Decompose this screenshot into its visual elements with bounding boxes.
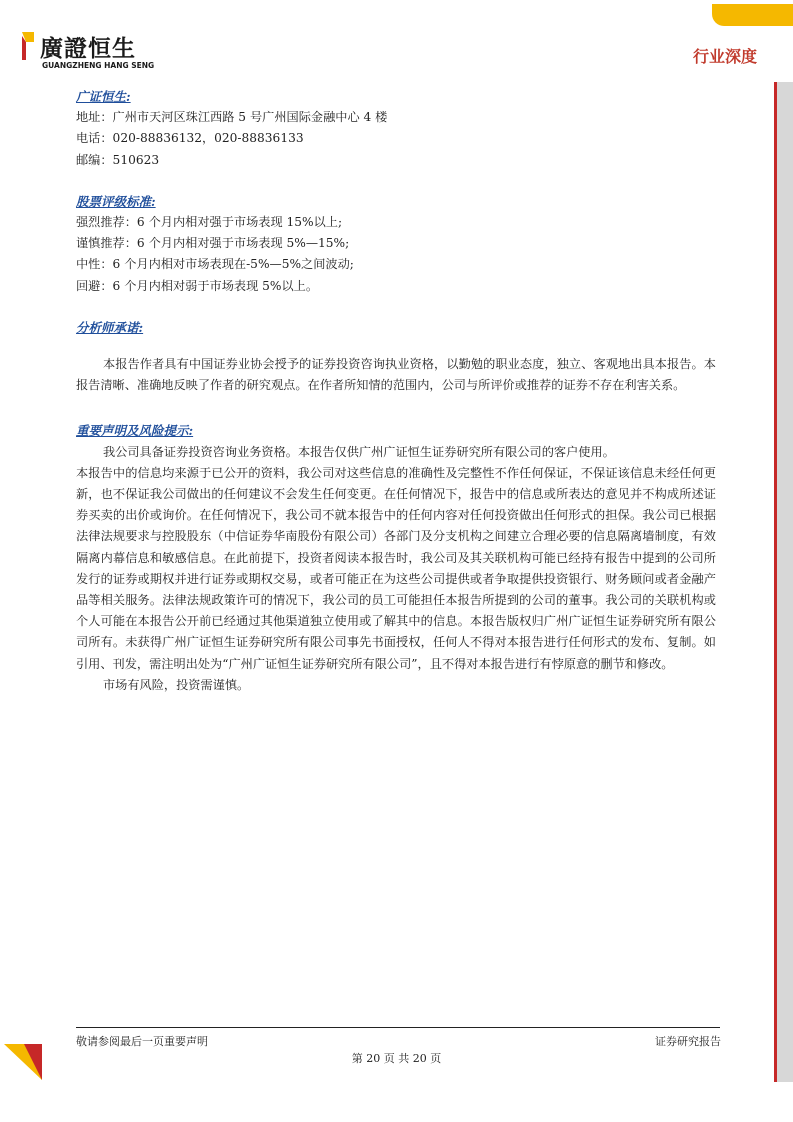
disclaimer-heading: 重要声明及风险提示: [76,423,194,439]
footer-divider [76,1027,720,1028]
contact-address: 地址：广州市天河区珠江西路 5 号广州国际金融中心 4 楼 [76,110,388,125]
rating-item: 回避：6 个月内相对弱于市场表现 5%以上。 [76,278,319,293]
page-content [76,86,716,696]
footer-notice: 敬请参阅最后一页重要声明 [76,1035,208,1048]
company-logo [22,30,172,74]
report-type-label: 行业深度 [692,47,757,66]
rating-item: 强烈推荐：6 个月内相对强于市场表现 15%以上; [76,215,343,230]
disclaimer-paragraph-3: 市场有风险，投资需谨慎。 [103,677,250,692]
logo-mark-icon [22,32,34,60]
footer-report-label: 证券研究报告 [655,1035,721,1048]
logo-text-en: GUANGZHENG HANG SENG [42,61,155,70]
logo-text-cn: 廣證恒生 [40,36,136,62]
disclaimer-paragraph-2: 本报告中的信息均来源于已公开的资料，我公司对这些信息的准确性及完整性不作任何保证，不保证该信息未经任何更新，也不保证我公司做出的任何建议不会发生任何变更。在任何情况下，报告中的信息或所表达的意见并不构成所述证券买卖的出价或询价。在任何情况下，我公司不就本报告中的任何内容对任何投资做出任何形式的担保。我公司已根据法律法规要求与控股股东（中信证券华南股份有限公司）各部门及分支机构之间建立合理必要的信息隔离墙制度，有效隔离内幕信息和敏感信息。在此前提下，投资者阅读本报告时，我公司及其关联机构可能已经持有报告中提到的公司所发行的证券或期权并进行证券或期权交易，或者可能正在为这些公司提供或者争取提供投资银行、财务顾问或者金融产品等相关服务。法律法规政策许可的情况下，我公司的员工可能担任本报告所提到的公司的董事。我公司的关联机构或个人可能在本报告公开前已经通过其他渠道独立使用或了解其中的信息。本报告版权归广州广证恒生证券研究所有限公司所有。未获得广州广证恒生证券研究所有限公司事先书面授权，任何人不得对本报告进行任何形式的发布、复制。如引用、刊发，需注明出处为“广州广证恒生证券研究所有限公司”，且不得对本报告进行有悖原意的删节和修改。 [76,465,716,671]
right-gray-strip [777,82,793,1082]
contact-heading: 广证恒生: [76,89,131,104]
header-accent-bar [712,4,793,26]
analyst-paragraph: 本报告作者具有中国证券业协会授予的证券投资咨询执业资格，以勤勉的职业态度，独立、客观地出具本报告。本报告清晰、准确地反映了作者的研究观点。在作者所知情的范围内，公司与所评价或推荐的证券不存在利害关系。 [76,357,716,393]
corner-triangle-icon [4,1044,42,1080]
rating-item: 中性：6 个月内相对市场表现在-5%—5%之间波动; [76,257,354,272]
rating-item: 谨慎推荐：6 个月内相对强于市场表现 5%—15%; [76,236,350,251]
page-number: 第 20 页 共 20 页 [351,1052,442,1065]
analyst-heading: 分析师承诺: [76,319,144,335]
contact-postcode: 邮编：510623 [76,152,160,167]
disclaimer-paragraph-1: 我公司具备证券投资咨询业务资格。本报告仅供广州广证恒生证券研究所有限公司的客户使用。 [103,444,615,459]
contact-phone: 电话：020-88836132，020-88836133 [76,131,304,146]
rating-heading: 股票评级标准: [76,193,156,209]
